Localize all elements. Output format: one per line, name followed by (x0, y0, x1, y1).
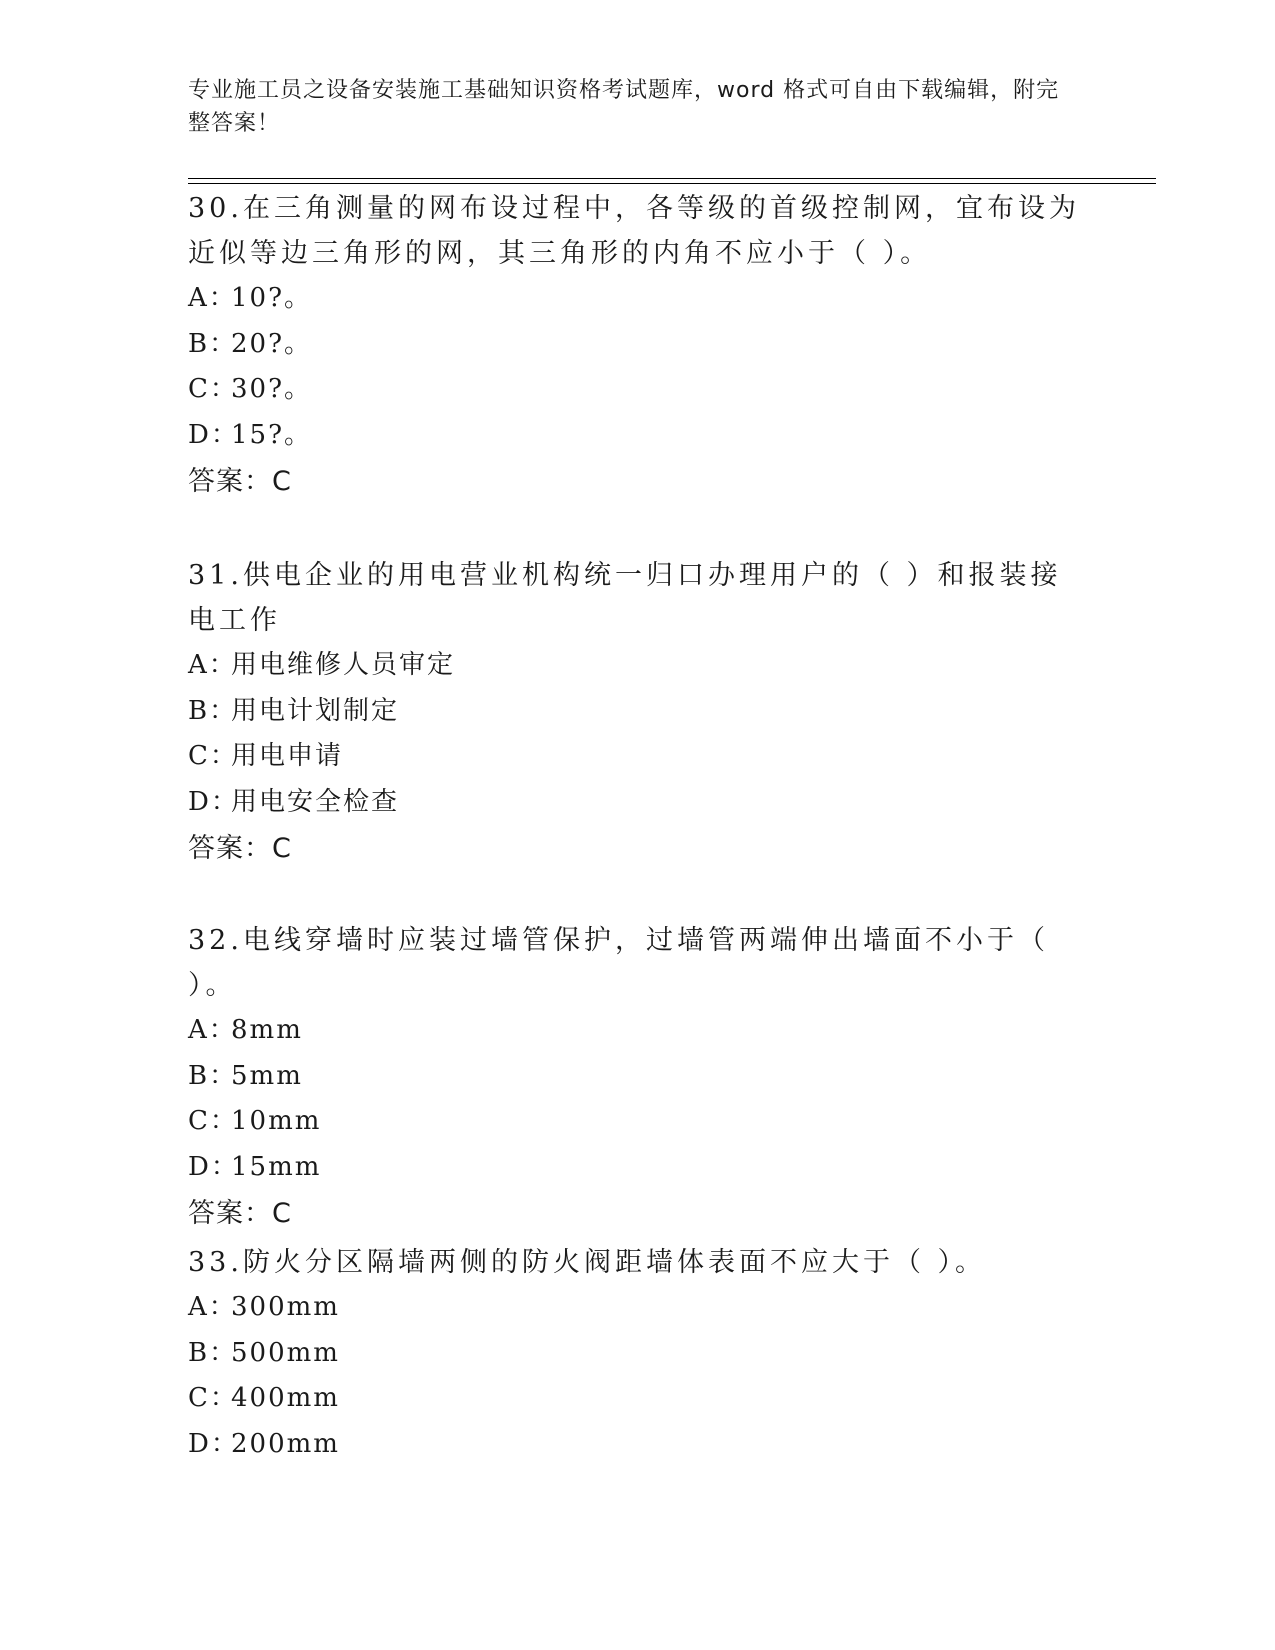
question-text: 31.供电企业的用电营业机构统一归口办理用户的（ ）和报装接电工作 (188, 560, 1062, 636)
question-text: 32.电线穿墙时应装过墙管保护，过墙管两端伸出墙面不小于（ ）。 (188, 925, 1049, 1001)
option-a (188, 1285, 1088, 1331)
option-text: 用电申请 (231, 741, 344, 771)
option-text: 20?。 (231, 328, 313, 359)
option-text: 300mm (231, 1292, 340, 1322)
option-letter: D： (188, 1151, 239, 1182)
option-text: 15?。 (231, 419, 313, 450)
option-letter: B： (188, 328, 238, 359)
option-text: 用电计划制定 (231, 695, 400, 726)
option-text: 8mm (231, 1015, 303, 1045)
option-a (188, 1008, 1088, 1054)
answer-line: 答案：C (188, 1198, 292, 1229)
option-d (188, 413, 1088, 459)
option-letter: C： (188, 741, 238, 771)
option-b (188, 1331, 1088, 1377)
header-rule-top (188, 178, 1156, 179)
question-33 (188, 1240, 1088, 1467)
option-c (188, 1099, 1088, 1145)
option-a (188, 276, 1088, 322)
option-b (188, 1054, 1088, 1100)
option-letter: D： (188, 1428, 239, 1459)
option-text: 用电维修人员审定 (231, 650, 456, 680)
option-d (188, 780, 1088, 826)
option-text: 400mm (231, 1383, 340, 1413)
question-32 (188, 918, 1088, 1237)
option-text: 5mm (231, 1060, 303, 1091)
option-c (188, 734, 1088, 780)
question-text: 33.防火分区隔墙两侧的防火阀距墙体表面不应大于（ ）。 (188, 1247, 987, 1278)
document-header: 专业施工员之设备安装施工基础知识资格考试题库，word 格式可自由下载编辑，附完整答案！ (188, 78, 1060, 136)
question-30 (188, 186, 1088, 505)
option-letter: C： (188, 1383, 238, 1413)
option-letter: B： (188, 1337, 238, 1368)
option-text: 用电安全检查 (231, 786, 400, 817)
option-a (188, 643, 1088, 689)
option-d (188, 1145, 1088, 1191)
option-c (188, 1376, 1088, 1422)
question-text: 30.在三角测量的网布设过程中，各等级的首级控制网，宜布设为近似等边三角形的网，其三角形的内角不应小于（ ）。 (188, 193, 1080, 269)
option-b (188, 689, 1088, 735)
option-text: 30?。 (231, 374, 313, 404)
option-b (188, 322, 1088, 368)
option-letter: A： (188, 1015, 237, 1045)
question-31 (188, 553, 1088, 872)
header-rule-bottom (188, 183, 1156, 184)
option-letter: C： (188, 1106, 238, 1136)
option-letter: C： (188, 374, 238, 404)
option-letter: D： (188, 786, 239, 817)
option-text: 200mm (231, 1428, 340, 1459)
option-d (188, 1422, 1088, 1468)
option-letter: D： (188, 419, 239, 450)
option-text: 10mm (231, 1106, 322, 1136)
option-text: 15mm (231, 1151, 322, 1182)
option-text: 10?。 (231, 283, 313, 313)
option-text: 500mm (231, 1337, 340, 1368)
option-letter: B： (188, 695, 238, 726)
option-letter: A： (188, 650, 237, 680)
answer-line: 答案：C (188, 833, 292, 864)
answer-line: 答案：C (188, 466, 292, 497)
option-c (188, 367, 1088, 413)
option-letter: A： (188, 283, 237, 313)
option-letter: A： (188, 1292, 237, 1322)
option-letter: B： (188, 1060, 238, 1091)
